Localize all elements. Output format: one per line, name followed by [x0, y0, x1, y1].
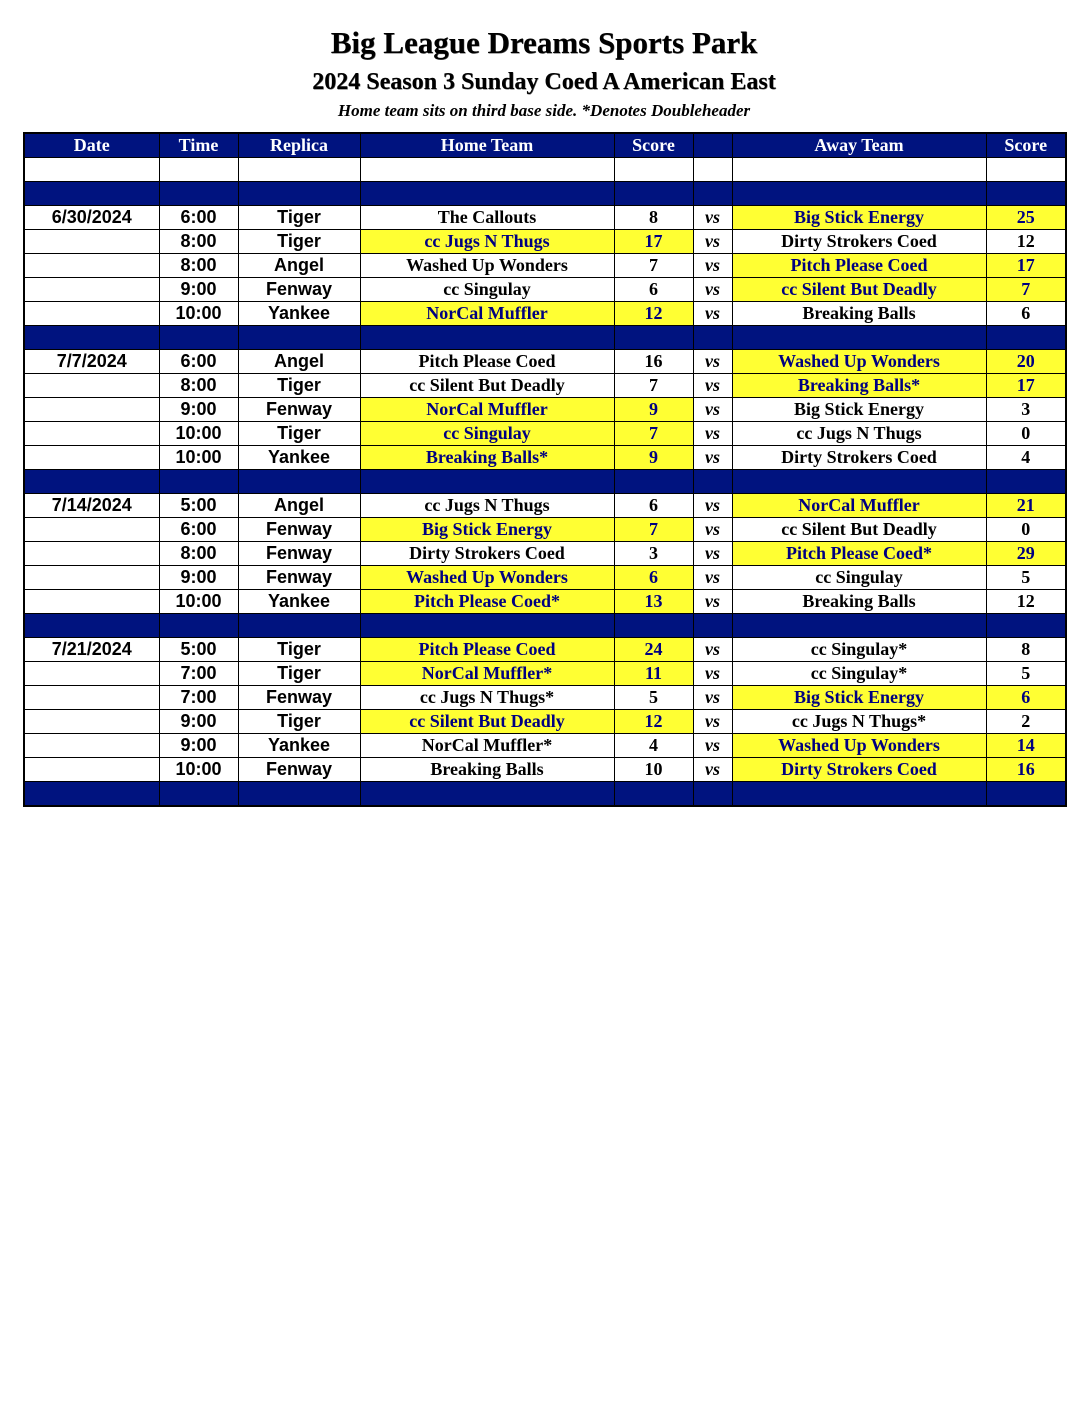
- game-time: 9:00: [159, 710, 238, 734]
- page-subtitle: 2024 Season 3 Sunday Coed A American East: [312, 69, 776, 95]
- vs-label: vs: [693, 350, 732, 374]
- away-score: 6: [986, 302, 1066, 326]
- vs-label: vs: [693, 686, 732, 710]
- vs-label: vs: [693, 446, 732, 470]
- game-time: 7:00: [159, 662, 238, 686]
- week-separator-row: [24, 470, 1066, 494]
- table-header-row: [24, 133, 1066, 158]
- away-team: Breaking Balls*: [732, 374, 986, 398]
- game-row: [24, 758, 1066, 782]
- game-date: [24, 302, 159, 326]
- game-row: [24, 638, 1066, 662]
- game-time: 9:00: [159, 398, 238, 422]
- home-score: 11: [614, 662, 693, 686]
- week-separator-row: [24, 326, 1066, 350]
- away-score: 20: [986, 350, 1066, 374]
- col-header-away-score: Score: [986, 133, 1066, 158]
- game-row: [24, 302, 1066, 326]
- game-replica: Fenway: [238, 278, 360, 302]
- away-team: cc Jugs N Thugs: [732, 422, 986, 446]
- game-date: [24, 662, 159, 686]
- home-score: 7: [614, 422, 693, 446]
- game-row: [24, 230, 1066, 254]
- game-time: 7:00: [159, 686, 238, 710]
- page-header: [0, 22, 1088, 122]
- game-date: [24, 278, 159, 302]
- game-row: [24, 734, 1066, 758]
- week-separator-row: [24, 614, 1066, 638]
- game-time: 6:00: [159, 350, 238, 374]
- game-time: 5:00: [159, 494, 238, 518]
- game-replica: Yankee: [238, 446, 360, 470]
- game-replica: Fenway: [238, 686, 360, 710]
- game-date: [24, 446, 159, 470]
- home-score: 24: [614, 638, 693, 662]
- away-score: 25: [986, 206, 1066, 230]
- game-time: 6:00: [159, 206, 238, 230]
- game-replica: Fenway: [238, 398, 360, 422]
- game-row: [24, 686, 1066, 710]
- game-time: 8:00: [159, 254, 238, 278]
- game-time: 10:00: [159, 446, 238, 470]
- vs-label: vs: [693, 206, 732, 230]
- game-date: [24, 254, 159, 278]
- game-date: 6/30/2024: [24, 206, 159, 230]
- away-team: Dirty Strokers Coed: [732, 758, 986, 782]
- game-time: 10:00: [159, 590, 238, 614]
- game-date: [24, 566, 159, 590]
- away-score: 17: [986, 254, 1066, 278]
- home-team: Big Stick Energy: [360, 518, 614, 542]
- game-time: 5:00: [159, 638, 238, 662]
- away-team: Big Stick Energy: [732, 206, 986, 230]
- game-row: [24, 398, 1066, 422]
- game-row: [24, 350, 1066, 374]
- game-row: [24, 590, 1066, 614]
- vs-label: vs: [693, 278, 732, 302]
- away-score: 12: [986, 590, 1066, 614]
- away-team: cc Silent But Deadly: [732, 518, 986, 542]
- home-team: Pitch Please Coed: [360, 638, 614, 662]
- home-team: cc Jugs N Thugs: [360, 230, 614, 254]
- col-header-time: Time: [159, 133, 238, 158]
- game-replica: Fenway: [238, 542, 360, 566]
- home-score: 7: [614, 374, 693, 398]
- game-date: 7/7/2024: [24, 350, 159, 374]
- away-team: cc Singulay: [732, 566, 986, 590]
- away-team: cc Singulay*: [732, 638, 986, 662]
- game-replica: Tiger: [238, 230, 360, 254]
- game-time: 8:00: [159, 374, 238, 398]
- home-score: 9: [614, 446, 693, 470]
- game-time: 10:00: [159, 758, 238, 782]
- game-replica: Angel: [238, 254, 360, 278]
- vs-label: vs: [693, 590, 732, 614]
- home-score: 12: [614, 710, 693, 734]
- game-replica: Fenway: [238, 758, 360, 782]
- away-team: NorCal Muffler: [732, 494, 986, 518]
- home-score: 16: [614, 350, 693, 374]
- game-time: 8:00: [159, 230, 238, 254]
- home-score: 12: [614, 302, 693, 326]
- schedule-table: [23, 132, 1067, 807]
- game-row: [24, 662, 1066, 686]
- col-header-date: Date: [24, 133, 159, 158]
- vs-label: vs: [693, 302, 732, 326]
- home-team: Breaking Balls*: [360, 446, 614, 470]
- week-separator-row: [24, 782, 1066, 807]
- game-row: [24, 374, 1066, 398]
- col-header-replica: Replica: [238, 133, 360, 158]
- home-score: 7: [614, 518, 693, 542]
- vs-label: vs: [693, 710, 732, 734]
- home-team: NorCal Muffler: [360, 302, 614, 326]
- away-score: 3: [986, 398, 1066, 422]
- home-team: NorCal Muffler*: [360, 734, 614, 758]
- game-date: 7/14/2024: [24, 494, 159, 518]
- game-replica: Yankee: [238, 590, 360, 614]
- away-team: Pitch Please Coed*: [732, 542, 986, 566]
- away-score: 6: [986, 686, 1066, 710]
- home-team: NorCal Muffler: [360, 398, 614, 422]
- away-team: Washed Up Wonders: [732, 734, 986, 758]
- home-score: 8: [614, 206, 693, 230]
- game-time: 8:00: [159, 542, 238, 566]
- game-row: [24, 542, 1066, 566]
- game-replica: Tiger: [238, 206, 360, 230]
- game-time: 6:00: [159, 518, 238, 542]
- vs-label: vs: [693, 566, 732, 590]
- away-score: 21: [986, 494, 1066, 518]
- away-score: 5: [986, 662, 1066, 686]
- vs-label: vs: [693, 638, 732, 662]
- home-team: Dirty Strokers Coed: [360, 542, 614, 566]
- game-row: [24, 710, 1066, 734]
- home-team: Pitch Please Coed: [360, 350, 614, 374]
- home-team: Pitch Please Coed*: [360, 590, 614, 614]
- away-score: 7: [986, 278, 1066, 302]
- away-score: 29: [986, 542, 1066, 566]
- game-replica: Angel: [238, 350, 360, 374]
- away-team: Big Stick Energy: [732, 686, 986, 710]
- away-score: 14: [986, 734, 1066, 758]
- vs-label: vs: [693, 518, 732, 542]
- home-team: NorCal Muffler*: [360, 662, 614, 686]
- game-replica: Tiger: [238, 710, 360, 734]
- home-score: 5: [614, 686, 693, 710]
- schedule-note: Home team sits on third base side. *Denotes Doubleheader: [337, 101, 751, 120]
- home-team: cc Silent But Deadly: [360, 374, 614, 398]
- vs-label: vs: [693, 758, 732, 782]
- away-score: 0: [986, 518, 1066, 542]
- game-replica: Yankee: [238, 302, 360, 326]
- game-replica: Fenway: [238, 518, 360, 542]
- vs-label: vs: [693, 230, 732, 254]
- home-score: 6: [614, 566, 693, 590]
- game-replica: Angel: [238, 494, 360, 518]
- game-row: [24, 206, 1066, 230]
- vs-label: vs: [693, 422, 732, 446]
- away-team: cc Silent But Deadly: [732, 278, 986, 302]
- game-time: 9:00: [159, 278, 238, 302]
- home-team: cc Singulay: [360, 422, 614, 446]
- game-replica: Tiger: [238, 422, 360, 446]
- away-team: Dirty Strokers Coed: [732, 446, 986, 470]
- game-date: [24, 758, 159, 782]
- game-date: [24, 686, 159, 710]
- game-date: [24, 590, 159, 614]
- away-team: Breaking Balls: [732, 590, 986, 614]
- game-row: [24, 254, 1066, 278]
- game-date: [24, 734, 159, 758]
- away-score: 2: [986, 710, 1066, 734]
- col-header-vs: [693, 133, 732, 158]
- game-replica: Tiger: [238, 638, 360, 662]
- game-row: [24, 494, 1066, 518]
- home-team: Washed Up Wonders: [360, 566, 614, 590]
- week-separator-row: [24, 182, 1066, 206]
- home-score: 6: [614, 278, 693, 302]
- away-score: 16: [986, 758, 1066, 782]
- game-row: [24, 278, 1066, 302]
- page-title: Big League Dreams Sports Park: [330, 25, 758, 60]
- game-replica: Tiger: [238, 662, 360, 686]
- away-team: cc Jugs N Thugs*: [732, 710, 986, 734]
- vs-label: vs: [693, 662, 732, 686]
- game-time: 10:00: [159, 422, 238, 446]
- col-header-home-team: Home Team: [360, 133, 614, 158]
- home-team: cc Silent But Deadly: [360, 710, 614, 734]
- schedule-body: [24, 158, 1066, 807]
- vs-label: vs: [693, 734, 732, 758]
- col-header-home-score: Score: [614, 133, 693, 158]
- away-team: Big Stick Energy: [732, 398, 986, 422]
- vs-label: vs: [693, 254, 732, 278]
- game-replica: Tiger: [238, 374, 360, 398]
- game-replica: Yankee: [238, 734, 360, 758]
- home-score: 9: [614, 398, 693, 422]
- home-score: 13: [614, 590, 693, 614]
- home-team: Washed Up Wonders: [360, 254, 614, 278]
- game-replica: Fenway: [238, 566, 360, 590]
- home-score: 4: [614, 734, 693, 758]
- game-time: 9:00: [159, 734, 238, 758]
- home-team: cc Jugs N Thugs: [360, 494, 614, 518]
- away-score: 17: [986, 374, 1066, 398]
- game-date: [24, 398, 159, 422]
- vs-label: vs: [693, 398, 732, 422]
- game-date: [24, 374, 159, 398]
- vs-label: vs: [693, 542, 732, 566]
- home-score: 7: [614, 254, 693, 278]
- away-team: Dirty Strokers Coed: [732, 230, 986, 254]
- game-time: 10:00: [159, 302, 238, 326]
- game-date: 7/21/2024: [24, 638, 159, 662]
- home-team: Breaking Balls: [360, 758, 614, 782]
- game-date: [24, 710, 159, 734]
- away-team: Pitch Please Coed: [732, 254, 986, 278]
- away-score: 4: [986, 446, 1066, 470]
- game-row: [24, 566, 1066, 590]
- game-row: [24, 446, 1066, 470]
- game-time: 9:00: [159, 566, 238, 590]
- away-score: 12: [986, 230, 1066, 254]
- home-score: 17: [614, 230, 693, 254]
- game-date: [24, 542, 159, 566]
- game-date: [24, 518, 159, 542]
- away-score: 0: [986, 422, 1066, 446]
- game-date: [24, 230, 159, 254]
- away-team: Breaking Balls: [732, 302, 986, 326]
- away-team: cc Singulay*: [732, 662, 986, 686]
- col-header-away-team: Away Team: [732, 133, 986, 158]
- home-score: 3: [614, 542, 693, 566]
- home-team: The Callouts: [360, 206, 614, 230]
- vs-label: vs: [693, 374, 732, 398]
- home-score: 10: [614, 758, 693, 782]
- away-score: 5: [986, 566, 1066, 590]
- game-row: [24, 422, 1066, 446]
- blank-row: [24, 158, 1066, 182]
- home-score: 6: [614, 494, 693, 518]
- game-row: [24, 518, 1066, 542]
- home-team: cc Singulay: [360, 278, 614, 302]
- home-team: cc Jugs N Thugs*: [360, 686, 614, 710]
- away-team: Washed Up Wonders: [732, 350, 986, 374]
- vs-label: vs: [693, 494, 732, 518]
- away-score: 8: [986, 638, 1066, 662]
- game-date: [24, 422, 159, 446]
